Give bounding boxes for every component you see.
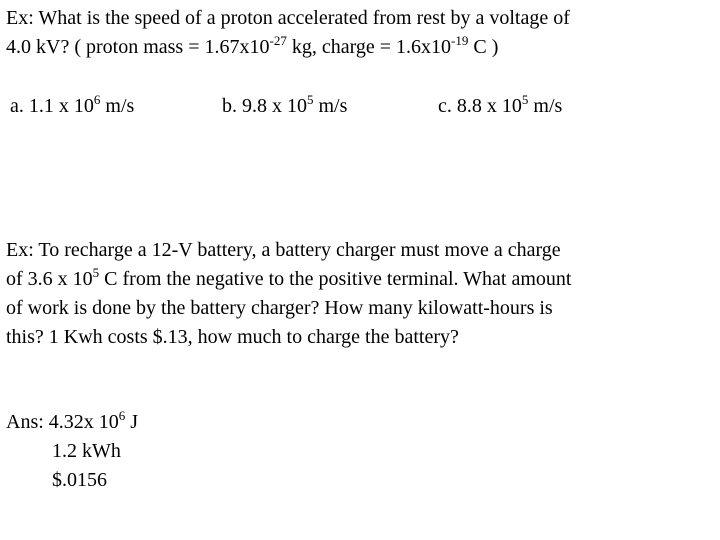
answer-line-3: $.0156: [52, 469, 107, 491]
proton-mass-exponent: -27: [269, 33, 287, 48]
question-2: [6, 236, 571, 352]
option-b-exponent: 5: [307, 92, 314, 107]
question-1-line-1: Ex: What is the speed of a proton accelerated from rest by a voltage of: [6, 7, 570, 29]
question-2-line-2: [6, 265, 571, 294]
question-1-text: kg, charge = 1.6x10: [286, 36, 452, 58]
work-exponent: 6: [118, 408, 126, 423]
question-1: [6, 4, 570, 62]
option-a-exponent: 6: [93, 92, 101, 107]
option-b-text: b. 9.8 x 10: [222, 95, 307, 117]
question-2-line-1: Ex: To recharge a 12-V battery, a battery charger must move a charge: [6, 239, 561, 261]
option-a-unit: m/s: [100, 95, 135, 117]
question-2-line-3: of work is done by the battery charger? How many kilowatt-hours is: [6, 297, 553, 319]
question-2-text: of 3.6 x 10: [6, 268, 93, 290]
charge-exponent: 5: [92, 265, 100, 280]
answer-unit: J: [125, 411, 139, 433]
answer-line-2: 1.2 kWh: [52, 440, 121, 462]
option-a-text: a. 1.1 x 10: [10, 95, 94, 117]
option-c-unit: m/s: [528, 95, 563, 117]
answer-option-c: [438, 92, 562, 121]
question-2-text: C from the negative to the positive terminal. What amount: [99, 268, 572, 290]
option-c-text: c. 8.8 x 10: [438, 95, 522, 117]
question-1-line-2: [6, 33, 570, 62]
question-1-text: 4.0 kV? ( proton mass = 1.67x10: [6, 36, 270, 58]
answer-option-a: [10, 92, 134, 121]
answer-block: [6, 408, 138, 495]
option-b-unit: m/s: [313, 95, 348, 117]
charge-exponent: -19: [451, 33, 469, 48]
option-c-exponent: 5: [521, 92, 529, 107]
answer-text: Ans: 4.32x 10: [6, 411, 119, 433]
answer-option-b: [222, 92, 347, 121]
question-2-line-4: this? 1 Kwh costs $.13, how much to charge the battery?: [6, 326, 459, 348]
question-1-text: C ): [468, 36, 499, 58]
answer-line-1: [6, 408, 138, 437]
